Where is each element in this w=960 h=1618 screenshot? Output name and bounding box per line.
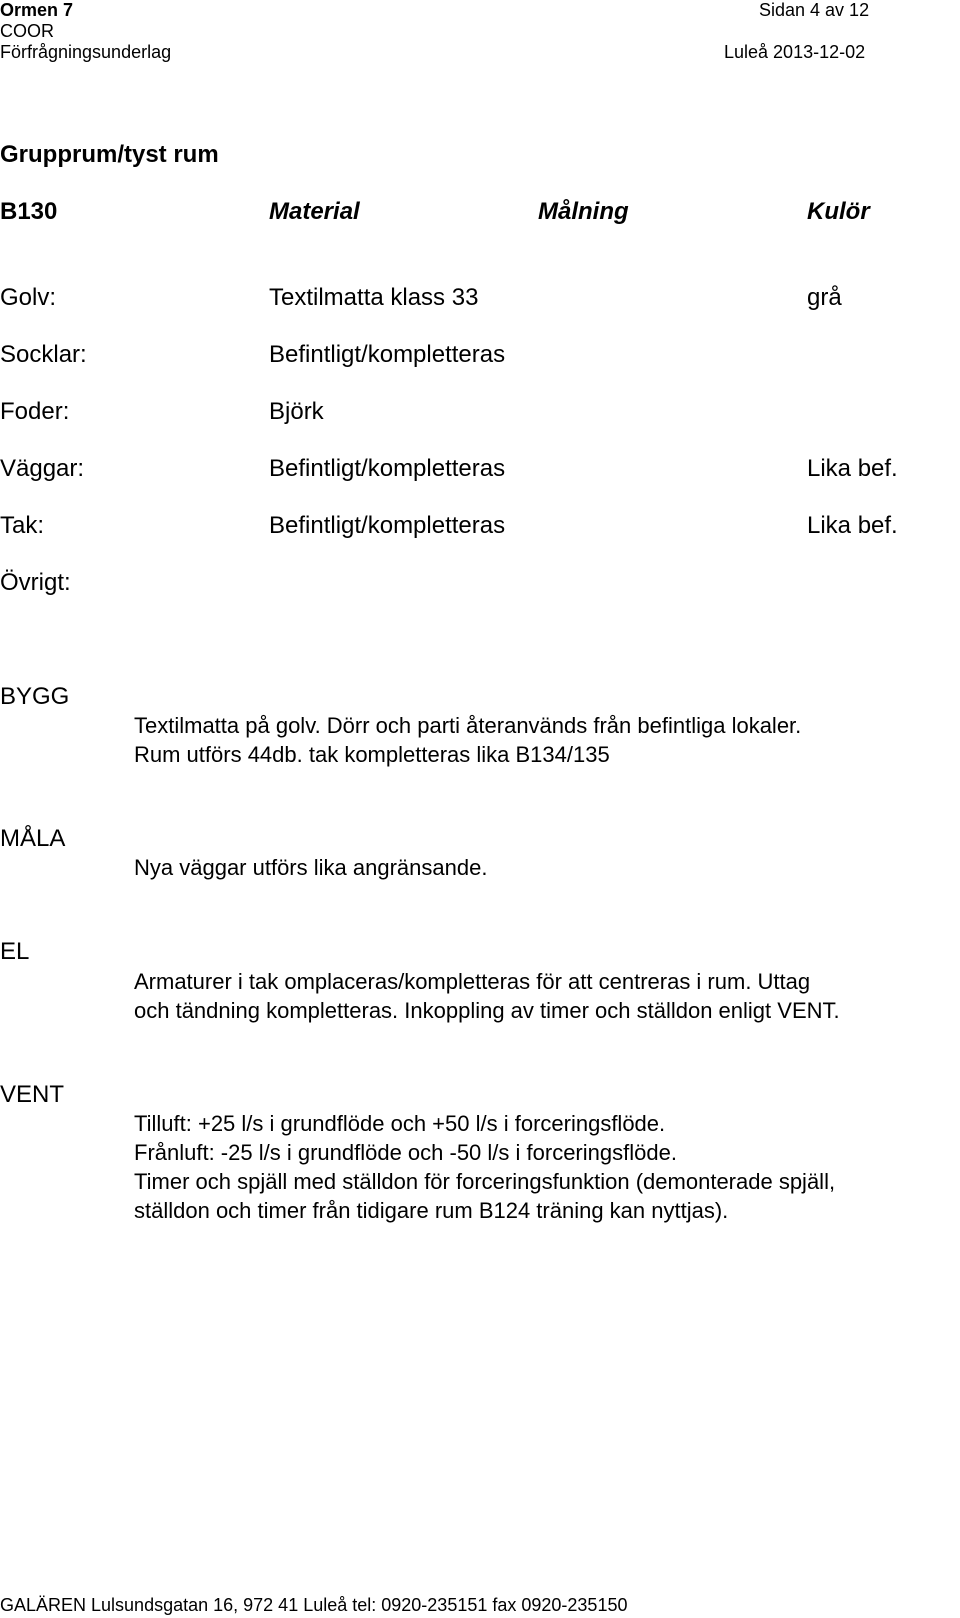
row-label-vaggar: Väggar: — [0, 455, 85, 482]
section-line: Timer och spjäll med ställdon för forceringsfunktion (demonterade spjäll, — [134, 1169, 836, 1194]
section-line: Armaturer i tak omplaceras/kompletteras för att centreras i rum. Uttag — [134, 969, 811, 994]
section-text-el — [134, 967, 944, 1025]
header-doc-type: Förfrågningsunderlag — [0, 42, 172, 62]
row-material-tak: Befintligt/kompletteras — [269, 512, 506, 539]
row-label-ovrigt: Övrigt: — [0, 569, 71, 596]
section-label-mala: MÅLA — [0, 825, 66, 852]
row-material-vaggar: Befintligt/kompletteras — [269, 455, 506, 482]
row-label-foder: Foder: — [0, 398, 70, 425]
row-material-socklar: Befintligt/kompletteras — [269, 341, 506, 368]
row-label-golv: Golv: — [0, 284, 57, 311]
header-page-number: Sidan 4 av 12 — [759, 0, 870, 20]
section-line: Textilmatta på golv. Dörr och parti återanvänds från befintliga lokaler. — [134, 713, 802, 738]
row-label-tak: Tak: — [0, 512, 45, 539]
section-text-mala — [134, 853, 934, 882]
section-label-el: EL — [0, 938, 30, 965]
section-line: Nya väggar utförs lika angränsande. — [134, 855, 488, 880]
header-place-date: Luleå 2013-12-02 — [724, 42, 866, 62]
section-label-bygg: BYGG — [0, 683, 70, 710]
header-project: Ormen 7 — [0, 0, 74, 20]
column-header-material: Material — [269, 198, 360, 225]
footer-address: GALÄREN Lulsundsgatan 16, 972 41 Luleå tel: 0920-235151 fax 0920-235150 — [0, 1595, 628, 1615]
row-label-socklar: Socklar: — [0, 341, 87, 368]
header-company: COOR — [0, 21, 54, 41]
row-color-vaggar: Lika bef. — [807, 455, 898, 482]
row-material-golv: Textilmatta klass 33 — [269, 284, 479, 311]
section-label-vent: VENT — [0, 1081, 65, 1108]
section-line: Frånluft: -25 l/s i grundflöde och -50 l/s i forceringsflöde. — [134, 1140, 677, 1165]
section-line: Rum utförs 44db. tak kompletteras lika B134/135 — [134, 742, 610, 767]
section-line: ställdon och timer från tidigare rum B124 träning kan nyttjas). — [134, 1198, 729, 1223]
row-material-foder: Björk — [269, 398, 324, 425]
row-color-golv: grå — [807, 284, 842, 311]
row-color-tak: Lika bef. — [807, 512, 898, 539]
column-header-paint: Målning — [538, 198, 629, 225]
section-line: Tilluft: +25 l/s i grundflöde och +50 l/s i forceringsflöde. — [134, 1111, 666, 1136]
section-text-vent — [134, 1109, 944, 1225]
room-code: B130 — [0, 198, 58, 225]
section-line: och tändning kompletteras. Inkoppling av timer och ställdon enligt VENT. — [134, 998, 840, 1023]
section-text-bygg — [134, 711, 934, 769]
column-header-color: Kulör — [807, 198, 870, 225]
room-title: Grupprum/tyst rum — [0, 141, 219, 168]
